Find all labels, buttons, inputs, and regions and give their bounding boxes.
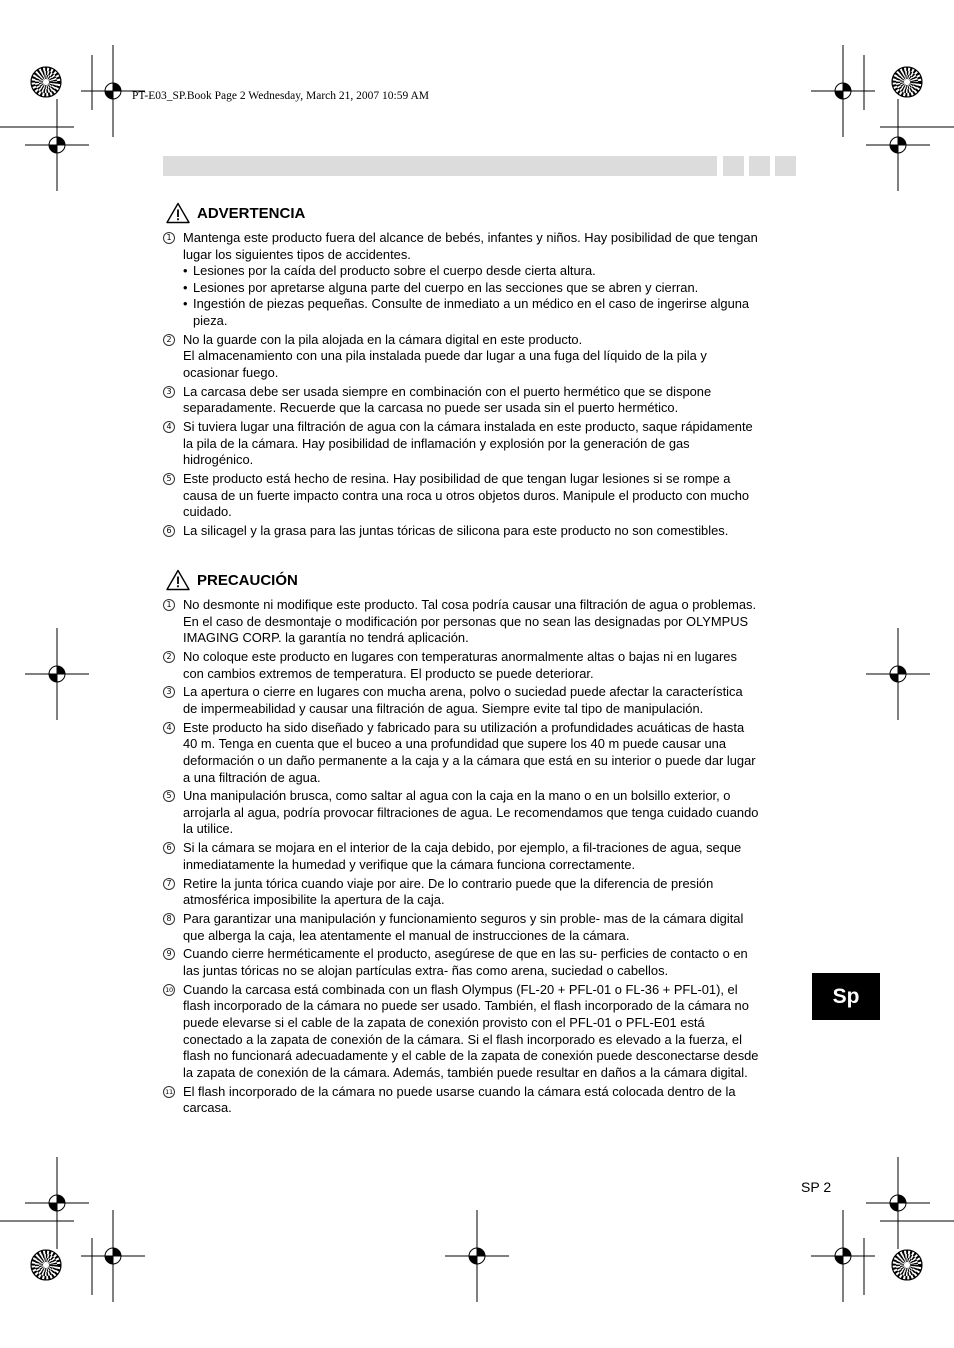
item-text-line: El almacenamiento con una pila instalada puede dar lugar a una fuga del líquido de la pila y <box>183 348 707 364</box>
crosshair-icon <box>25 628 89 720</box>
circled-number: 4 <box>163 722 175 734</box>
item-text-line: La silicagel y la grasa para las juntas tóricas de silicona para este producto no son comestibles. <box>183 523 729 539</box>
item-text <box>183 1084 793 1117</box>
advertencia-heading <box>166 201 305 225</box>
list-item <box>163 471 793 521</box>
crosshair-icon <box>25 99 89 191</box>
item-text-line: Una manipulación brusca, como saltar al agua con la caja en la mano o en un bolsillo exterior, o <box>183 788 731 804</box>
item-text-line: puede elevarse si el cable de la zapata de conexión provisto con el PFL-01 o PFL-E01 está <box>183 1014 705 1030</box>
item-number <box>163 720 183 786</box>
warning-triangle-icon <box>166 202 190 224</box>
item-text-line: Cuando cierre herméticamente el producto, asegúrese de que en las su- perficies de contacto o en <box>183 946 748 962</box>
item-text-line: La apertura o cierre en lugares con mucha arena, polvo o suciedad puede afectar la característica <box>183 684 743 700</box>
item-text <box>183 982 793 1082</box>
item-text <box>183 684 793 717</box>
item-text-line: a una filtración de agua. <box>183 769 321 785</box>
crosshair-icon <box>811 1210 875 1302</box>
circled-number: 1 <box>163 599 175 611</box>
item-text-line: flash no funcionará adecuadamente y el cable de la zapata de conexión puede desconectarse desde <box>183 1048 759 1064</box>
item-text-line: conectado a la zapata de conexión de la cámara. Si el flash incorporado es elevado a la fuerza, el <box>183 1031 742 1047</box>
registration-star-icon <box>31 67 61 97</box>
circled-number: 4 <box>163 421 175 433</box>
item-text-line: Mantenga este producto fuera del alcance de bebés, infantes y niños. Hay posibilidad de que tengan <box>183 230 758 245</box>
crosshair-icon <box>81 1210 145 1302</box>
item-text-line: atmosférica imposibilite la apertura de la caja. <box>183 892 445 908</box>
list-item <box>163 419 793 469</box>
bullet-item <box>183 296 793 329</box>
item-text-line: con cambios extremos de temperatura. El producto se puede deteriorar. <box>183 665 594 681</box>
item-text-line: No desmonte ni modifique este producto. Tal cosa podría causar una filtración de agua o problemas. <box>183 597 757 612</box>
item-number <box>163 788 183 838</box>
precaucion-heading <box>166 568 298 592</box>
list-item <box>163 788 793 838</box>
item-number <box>163 946 183 979</box>
list-item <box>163 649 793 682</box>
item-text-line: que alberga la caja, lea atentamente el manual de instrucciones de la cámara. <box>183 927 630 943</box>
circled-number: 2 <box>163 651 175 663</box>
item-text-line: carcasa. <box>183 1100 232 1116</box>
item-text <box>183 911 793 944</box>
item-text-line: la utilice. <box>183 821 234 837</box>
registration-star-icon <box>31 1250 61 1280</box>
item-text <box>183 946 793 979</box>
item-text-line: la pila de la cámara. Hay posibilidad de inflamación y explosión por la generación de gas <box>183 435 690 451</box>
item-text <box>183 720 793 786</box>
item-text-line: La carcasa debe ser usada siempre en combinación con el puerto hermético que se dispone <box>183 383 712 399</box>
crosshair-icon <box>866 628 930 720</box>
precaucion-title: PRECAUCIÓN <box>197 571 298 589</box>
bullet-text-line: pieza. <box>193 312 228 328</box>
print-file-header: PT-E03_SP.Book Page 2 Wednesday, March 21, 2007 10:59 AM <box>132 90 430 102</box>
item-text-line: En el caso de desmontaje o modificación por personas que no sean las designadas por OLYMPUS <box>183 613 749 629</box>
bullet-item <box>183 263 793 280</box>
circled-number: 6 <box>163 842 175 854</box>
list-item <box>163 876 793 909</box>
bullet-list <box>183 263 793 329</box>
item-text <box>183 419 793 469</box>
circled-number: 11 <box>163 1086 175 1098</box>
item-text-line: las juntas tóricas no se alojan partículas extra- ñas como arena, suciedad o cabellos. <box>183 962 669 978</box>
bullet-text-line: Lesiones por la caída del producto sobre el cuerpo desde cierta altura. <box>193 263 596 279</box>
item-text <box>183 788 793 838</box>
item-number <box>163 523 183 540</box>
crosshair-icon <box>811 45 875 137</box>
item-text-line: deformación o un daño permanente a la caja y a la cámara que está en su interior o puede dar lugar <box>183 752 756 768</box>
item-text-line: cuidado. <box>183 504 232 520</box>
crosshair-icon <box>866 1157 930 1249</box>
item-text-line: la zapata de conexión de la cámara. Además, también puede resultar en daños a la cámara digital. <box>183 1064 748 1080</box>
page-number: SP 2 <box>801 1179 832 1195</box>
item-text-line: ocasionar fuego. <box>183 364 279 380</box>
item-text-line: No coloque este producto en lugares con temperaturas anormalmente altas o bajas ni en lugares <box>183 648 737 664</box>
crosshair-icon <box>25 1157 89 1249</box>
list-item <box>163 1084 793 1117</box>
item-number <box>163 1084 183 1117</box>
item-text <box>183 523 793 540</box>
list-item <box>163 840 793 873</box>
bullet-text <box>193 296 793 329</box>
item-text <box>183 840 793 873</box>
bullet-dot-icon: • <box>183 279 188 295</box>
list-item <box>163 720 793 786</box>
crosshair-icon <box>445 1210 509 1302</box>
item-text <box>183 471 793 521</box>
item-text <box>183 332 793 382</box>
bullet-dot-icon: • <box>183 263 188 279</box>
bullet-item <box>183 280 793 297</box>
advertencia-title: ADVERTENCIA <box>197 204 306 222</box>
item-number <box>163 230 183 330</box>
bullet-text-line: Lesiones por apretarse alguna parte del cuerpo en las secciones que se abren y cierran. <box>193 279 699 295</box>
circled-number: 3 <box>163 386 175 398</box>
header-bar <box>163 156 717 176</box>
bullet-text-line: Ingestión de piezas pequeñas. Consulte de inmediato a un médico en el caso de ingerirse alguna <box>193 296 750 312</box>
item-text-line: 40 m. Tenga en cuenta que el buceo a una profundidad que supere los 40 m puede causar una <box>183 736 727 752</box>
bullet-dot-icon: • <box>183 296 188 312</box>
header-square <box>775 156 796 176</box>
list-item <box>163 332 793 382</box>
item-text-line: causa de un fuerte impacto contra una roca u otros objetos duros. Manipule el producto con mucho <box>183 487 750 503</box>
bullet-text <box>193 263 793 280</box>
item-text <box>183 649 793 682</box>
header-square <box>723 156 744 176</box>
list-item <box>163 597 793 647</box>
item-text-line: hidrogénico. <box>183 452 254 468</box>
list-item <box>163 946 793 979</box>
item-number <box>163 911 183 944</box>
crosshair-icon <box>866 99 930 191</box>
circled-number: 1 <box>163 232 175 244</box>
list-item <box>163 384 793 417</box>
item-text-line: Este producto ha sido diseñado y fabricado para su utilización a profundidades acuáticas de hasta <box>183 719 745 735</box>
item-text-line: Si tuviera lugar una filtración de agua con la cámara instalada en este producto, saque rápidamente <box>183 419 753 435</box>
circled-number: 6 <box>163 525 175 537</box>
circled-number: 8 <box>163 913 175 925</box>
item-text-line: IMAGING CORP. la garantía no tendrá aplicación. <box>183 630 469 646</box>
circled-number: 5 <box>163 473 175 485</box>
registration-star-icon <box>892 1250 922 1280</box>
item-text-line: Este producto está hecho de resina. Hay posibilidad de que tengan lugar lesiones si se rompe a <box>183 471 731 487</box>
item-text-line: inmediatamente la humedad y verifique que la cámara funciona correctamente. <box>183 856 636 872</box>
circled-number: 2 <box>163 334 175 346</box>
item-text-line: El flash incorporado de la cámara no puede usarse cuando la cámara está colocada dentro de la <box>183 1083 736 1099</box>
circled-number: 7 <box>163 878 175 890</box>
language-tab-sp <box>812 973 880 1020</box>
item-text-line: Cuando la carcasa está combinada con un flash Olympus (FL-20 + PFL-01 o FL-36 + PFL-01), el <box>183 981 738 997</box>
advertencia-list <box>163 230 793 542</box>
item-number <box>163 982 183 1082</box>
item-text-line: Para garantizar una manipulación y funcionamiento seguros y sin proble- mas de la cámara digital <box>183 911 744 926</box>
item-number <box>163 840 183 873</box>
item-text-line: de impermeabilidad y causar una filtración de agua. Siempre evite tal tipo de manipulación. <box>183 700 704 716</box>
item-text-line: Si la cámara se mojara en el interior de la caja debido, por ejemplo, a fil-traciones de agua, seque <box>183 840 742 856</box>
item-number <box>163 649 183 682</box>
item-text-line: No la guarde con la pila alojada en la cámara digital en este producto. <box>183 331 583 347</box>
circled-number: 3 <box>163 686 175 698</box>
item-number <box>163 597 183 647</box>
registration-star-icon <box>892 67 922 97</box>
precaucion-list <box>163 597 793 1119</box>
item-text <box>183 230 793 330</box>
item-number <box>163 684 183 717</box>
bullet-text <box>193 280 793 297</box>
list-item <box>163 230 793 330</box>
item-text-line: flash incorporado de la cámara no puede ser usado. También, el flash incorporado de la cámara no <box>183 998 749 1014</box>
item-text-line: lugar los siguientes tipos de accidentes. <box>183 246 411 262</box>
header-square <box>749 156 770 176</box>
item-text <box>183 597 793 647</box>
item-number <box>163 876 183 909</box>
circled-number: 5 <box>163 790 175 802</box>
item-text <box>183 384 793 417</box>
item-number <box>163 471 183 521</box>
item-text-line: Retire la junta tórica cuando viaje por aire. De lo contrario puede que la diferencia de presión <box>183 875 714 891</box>
item-number <box>163 384 183 417</box>
list-item <box>163 982 793 1082</box>
list-item <box>163 911 793 944</box>
circled-number: 9 <box>163 948 175 960</box>
warning-triangle-icon <box>166 569 190 591</box>
item-text-line: arrojarla al agua, podría provocar filtraciones de agua. Le recomendamos que tenga cuidado cuando <box>183 804 759 820</box>
language-tab-label: Sp <box>832 984 860 1008</box>
list-item <box>163 684 793 717</box>
item-number <box>163 419 183 469</box>
item-text <box>183 876 793 909</box>
item-number <box>163 332 183 382</box>
circled-number: 10 <box>163 984 175 996</box>
list-item <box>163 523 793 540</box>
item-text-line: separadamente. Recuerde que la carcasa no puede ser usada sin el puerto hermético. <box>183 400 679 416</box>
